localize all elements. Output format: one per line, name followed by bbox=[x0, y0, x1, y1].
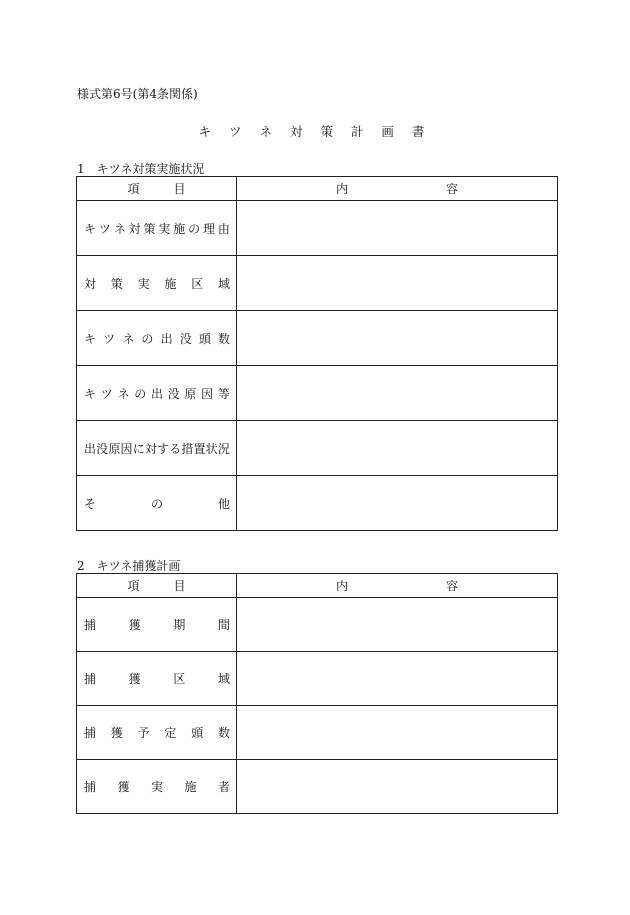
row-label-cell bbox=[77, 706, 237, 760]
row-content-field[interactable] bbox=[237, 201, 558, 256]
table-row bbox=[77, 366, 558, 421]
row-label-cell bbox=[77, 311, 237, 366]
content-column-header: 内 容 bbox=[237, 177, 558, 201]
row-content-field[interactable] bbox=[237, 366, 558, 421]
row-content-field[interactable] bbox=[237, 421, 558, 476]
row-label: 捕 獲 区 域 bbox=[84, 672, 230, 686]
row-label-cell bbox=[77, 652, 237, 706]
row-label: 出 没 原 因 に 対 す る 措 置 状 況 bbox=[84, 441, 230, 456]
table-row bbox=[77, 421, 558, 476]
row-label-cell bbox=[77, 366, 237, 421]
row-label-cell bbox=[77, 201, 237, 256]
section-1-title: 1 キツネ対策実施状況 bbox=[77, 162, 205, 176]
capture-plan-table bbox=[76, 573, 558, 814]
table-header-row bbox=[77, 574, 558, 598]
row-label: キ ツ ネ の 出 没 頭 数 bbox=[84, 331, 230, 346]
row-content-field[interactable] bbox=[237, 256, 558, 311]
row-label: 対 策 実 施 区 域 bbox=[84, 276, 230, 291]
table-row bbox=[77, 760, 558, 814]
row-label: 捕 獲 実 施 者 bbox=[84, 780, 230, 794]
content-column-header: 内 容 bbox=[237, 574, 558, 598]
document-title: キ ツ ネ 対 策 計 画 書 bbox=[198, 124, 432, 139]
table-header-row bbox=[77, 177, 558, 201]
row-label-cell bbox=[77, 760, 237, 814]
row-content-field[interactable] bbox=[237, 706, 558, 760]
item-column-header: 項 目 bbox=[77, 574, 237, 598]
row-content-field[interactable] bbox=[237, 598, 558, 652]
row-content-field[interactable] bbox=[237, 476, 558, 531]
table-row bbox=[77, 652, 558, 706]
row-label: 捕 獲 期 間 bbox=[84, 618, 230, 632]
row-content-field[interactable] bbox=[237, 760, 558, 814]
table-row bbox=[77, 256, 558, 311]
table-row bbox=[77, 706, 558, 760]
implementation-status-table bbox=[76, 176, 558, 531]
row-content-field[interactable] bbox=[237, 652, 558, 706]
item-column-header: 項 目 bbox=[77, 177, 237, 201]
row-label: キ ツ ネ 対 策 実 施 の 理 由 bbox=[84, 221, 230, 236]
table-row bbox=[77, 598, 558, 652]
row-label-cell bbox=[77, 598, 237, 652]
table-row bbox=[77, 311, 558, 366]
form-number: 様式第6号(第4条関係) bbox=[77, 87, 198, 101]
row-label-cell bbox=[77, 256, 237, 311]
table-row bbox=[77, 476, 558, 531]
row-content-field[interactable] bbox=[237, 311, 558, 366]
row-label: キ ツ ネ の 出 没 原 因 等 bbox=[84, 386, 230, 401]
row-label-cell bbox=[77, 421, 237, 476]
row-label: そ の 他 bbox=[84, 496, 230, 511]
section-2-title: 2 キツネ捕獲計画 bbox=[77, 559, 181, 573]
table-row bbox=[77, 201, 558, 256]
row-label: 捕 獲 予 定 頭 数 bbox=[84, 726, 230, 740]
row-label-cell bbox=[77, 476, 237, 531]
